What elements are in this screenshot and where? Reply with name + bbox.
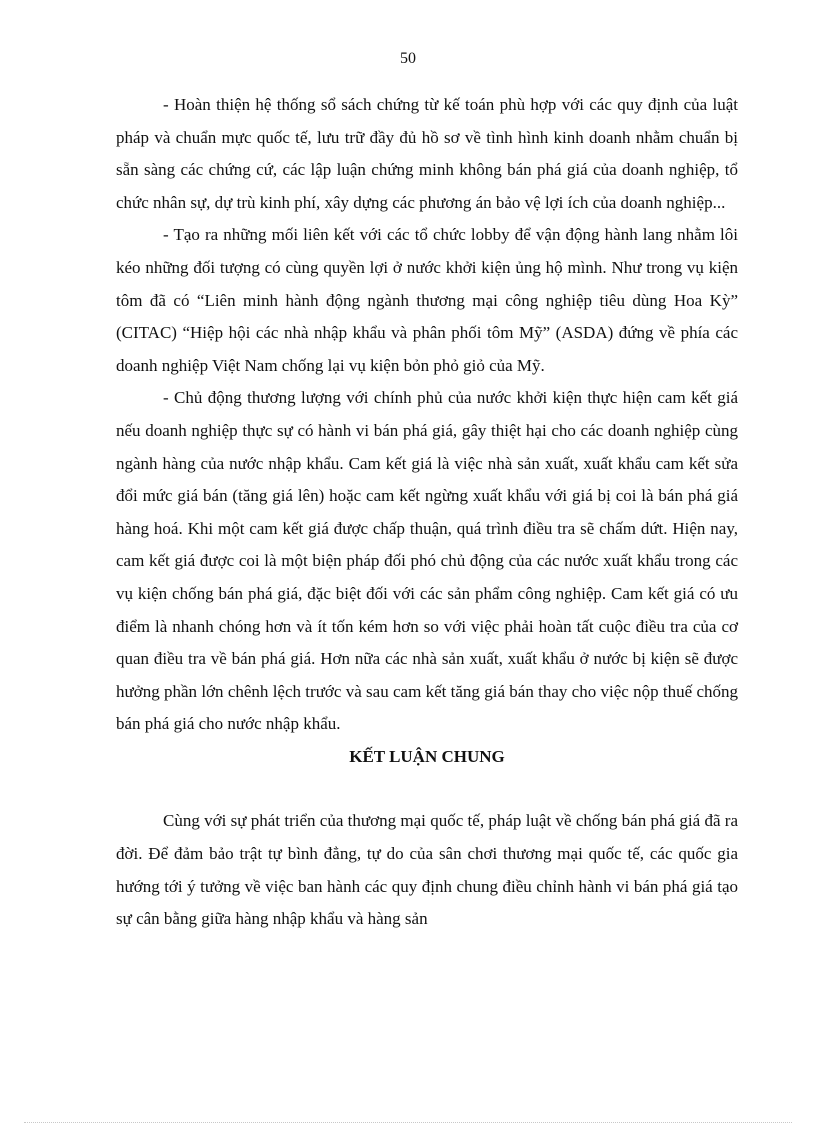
page-number: 50 [400,50,416,67]
paragraph-conclusion: Cùng với sự phát triển của thương mại quốc tế, pháp luật về chống bán phá giá đã ra đời. Để đảm bảo trật tự bình đẳng, tự do của sân chơi thương mại quốc tế, các quốc gia hướng tới ý tưởng về việc ban hành các quy định chung điều chỉnh hành vi bán phá giá tạo sự cân bằng giữa hàng nhập khẩu và hàng sản [116,811,738,929]
paragraph-price-undertaking: - Chủ động thương lượng với chính phủ của nước khởi kiện thực hiện cam kết giá nếu doanh nghiệp thực sự có hành vi bán phá giá, gây thiệt hại cho các doanh nghiệp cùng ngành hàng của nước nhập khẩu. Cam kết giá là việc nhà sản xuất, xuất khẩu cam kết sửa đổi mức giá bán (tăng giá lên) hoặc cam kết ngừng xuất khẩu với giá bị coi là bán phá giá hàng hoá. Khi một cam kết giá được chấp thuận, quá trình điều tra sẽ chấm dứt. Hiện nay, cam kết giá được coi là một biện pháp đối phó chủ động của các nước xuất khẩu trong các vụ kiện chống bán phá giá, đặc biệt đối với các sản phẩm công nghiệp. Cam kết giá có ưu điểm là nhanh chóng hơn và ít tốn kém hơn so với việc phải hoàn tất cuộc điều tra của cơ quan điều tra về bán phá giá. Hơn nữa các nhà sản xuất, xuất khẩu ở nước bị kiện sẽ được hưởng phần lớn chênh lệch trước và sau cam kết tăng giá bán thay cho việc nộp thuế chống bán phá giá cho nước nhập khẩu. [116,388,738,734]
paragraph-accounting-records: - Hoàn thiện hệ thống sổ sách chứng từ kế toán phù hợp với các quy định của luật pháp và chuẩn mực quốc tế, lưu trữ đầy đủ hồ sơ về tình hình kinh doanh nhằm chuẩn bị sẵn sàng các chứng cứ, các lập luận chứng minh không bán phá giá của doanh nghiệp, tổ chức nhân sự, dự trù kinh phí, xây dựng các phương án bảo vệ lợi ích của doanh nghiệp... [116,95,738,212]
paragraph-lobby-links: - Tạo ra những mối liên kết với các tổ chức lobby để vận động hành lang nhằm lôi kéo những đối tượng có cùng quyền lợi ở nước khởi kiện ủng hộ mình. Như trong vụ kiện tôm đã có “Liên minh hành động ngành thương mại công nghiệp tiêu dùng Hoa Kỳ” (CITAC) “Hiệp hội các nhà nhập khẩu và phân phối tôm Mỹ” (ASDA) đứng về phía các doanh nghiệp Việt Nam chống lại vụ kiện bỏn phỏ giỏ của Mỹ. [116,225,738,375]
section-heading: KẾT LUẬN CHUNG [349,746,505,766]
document-body [116,89,738,936]
